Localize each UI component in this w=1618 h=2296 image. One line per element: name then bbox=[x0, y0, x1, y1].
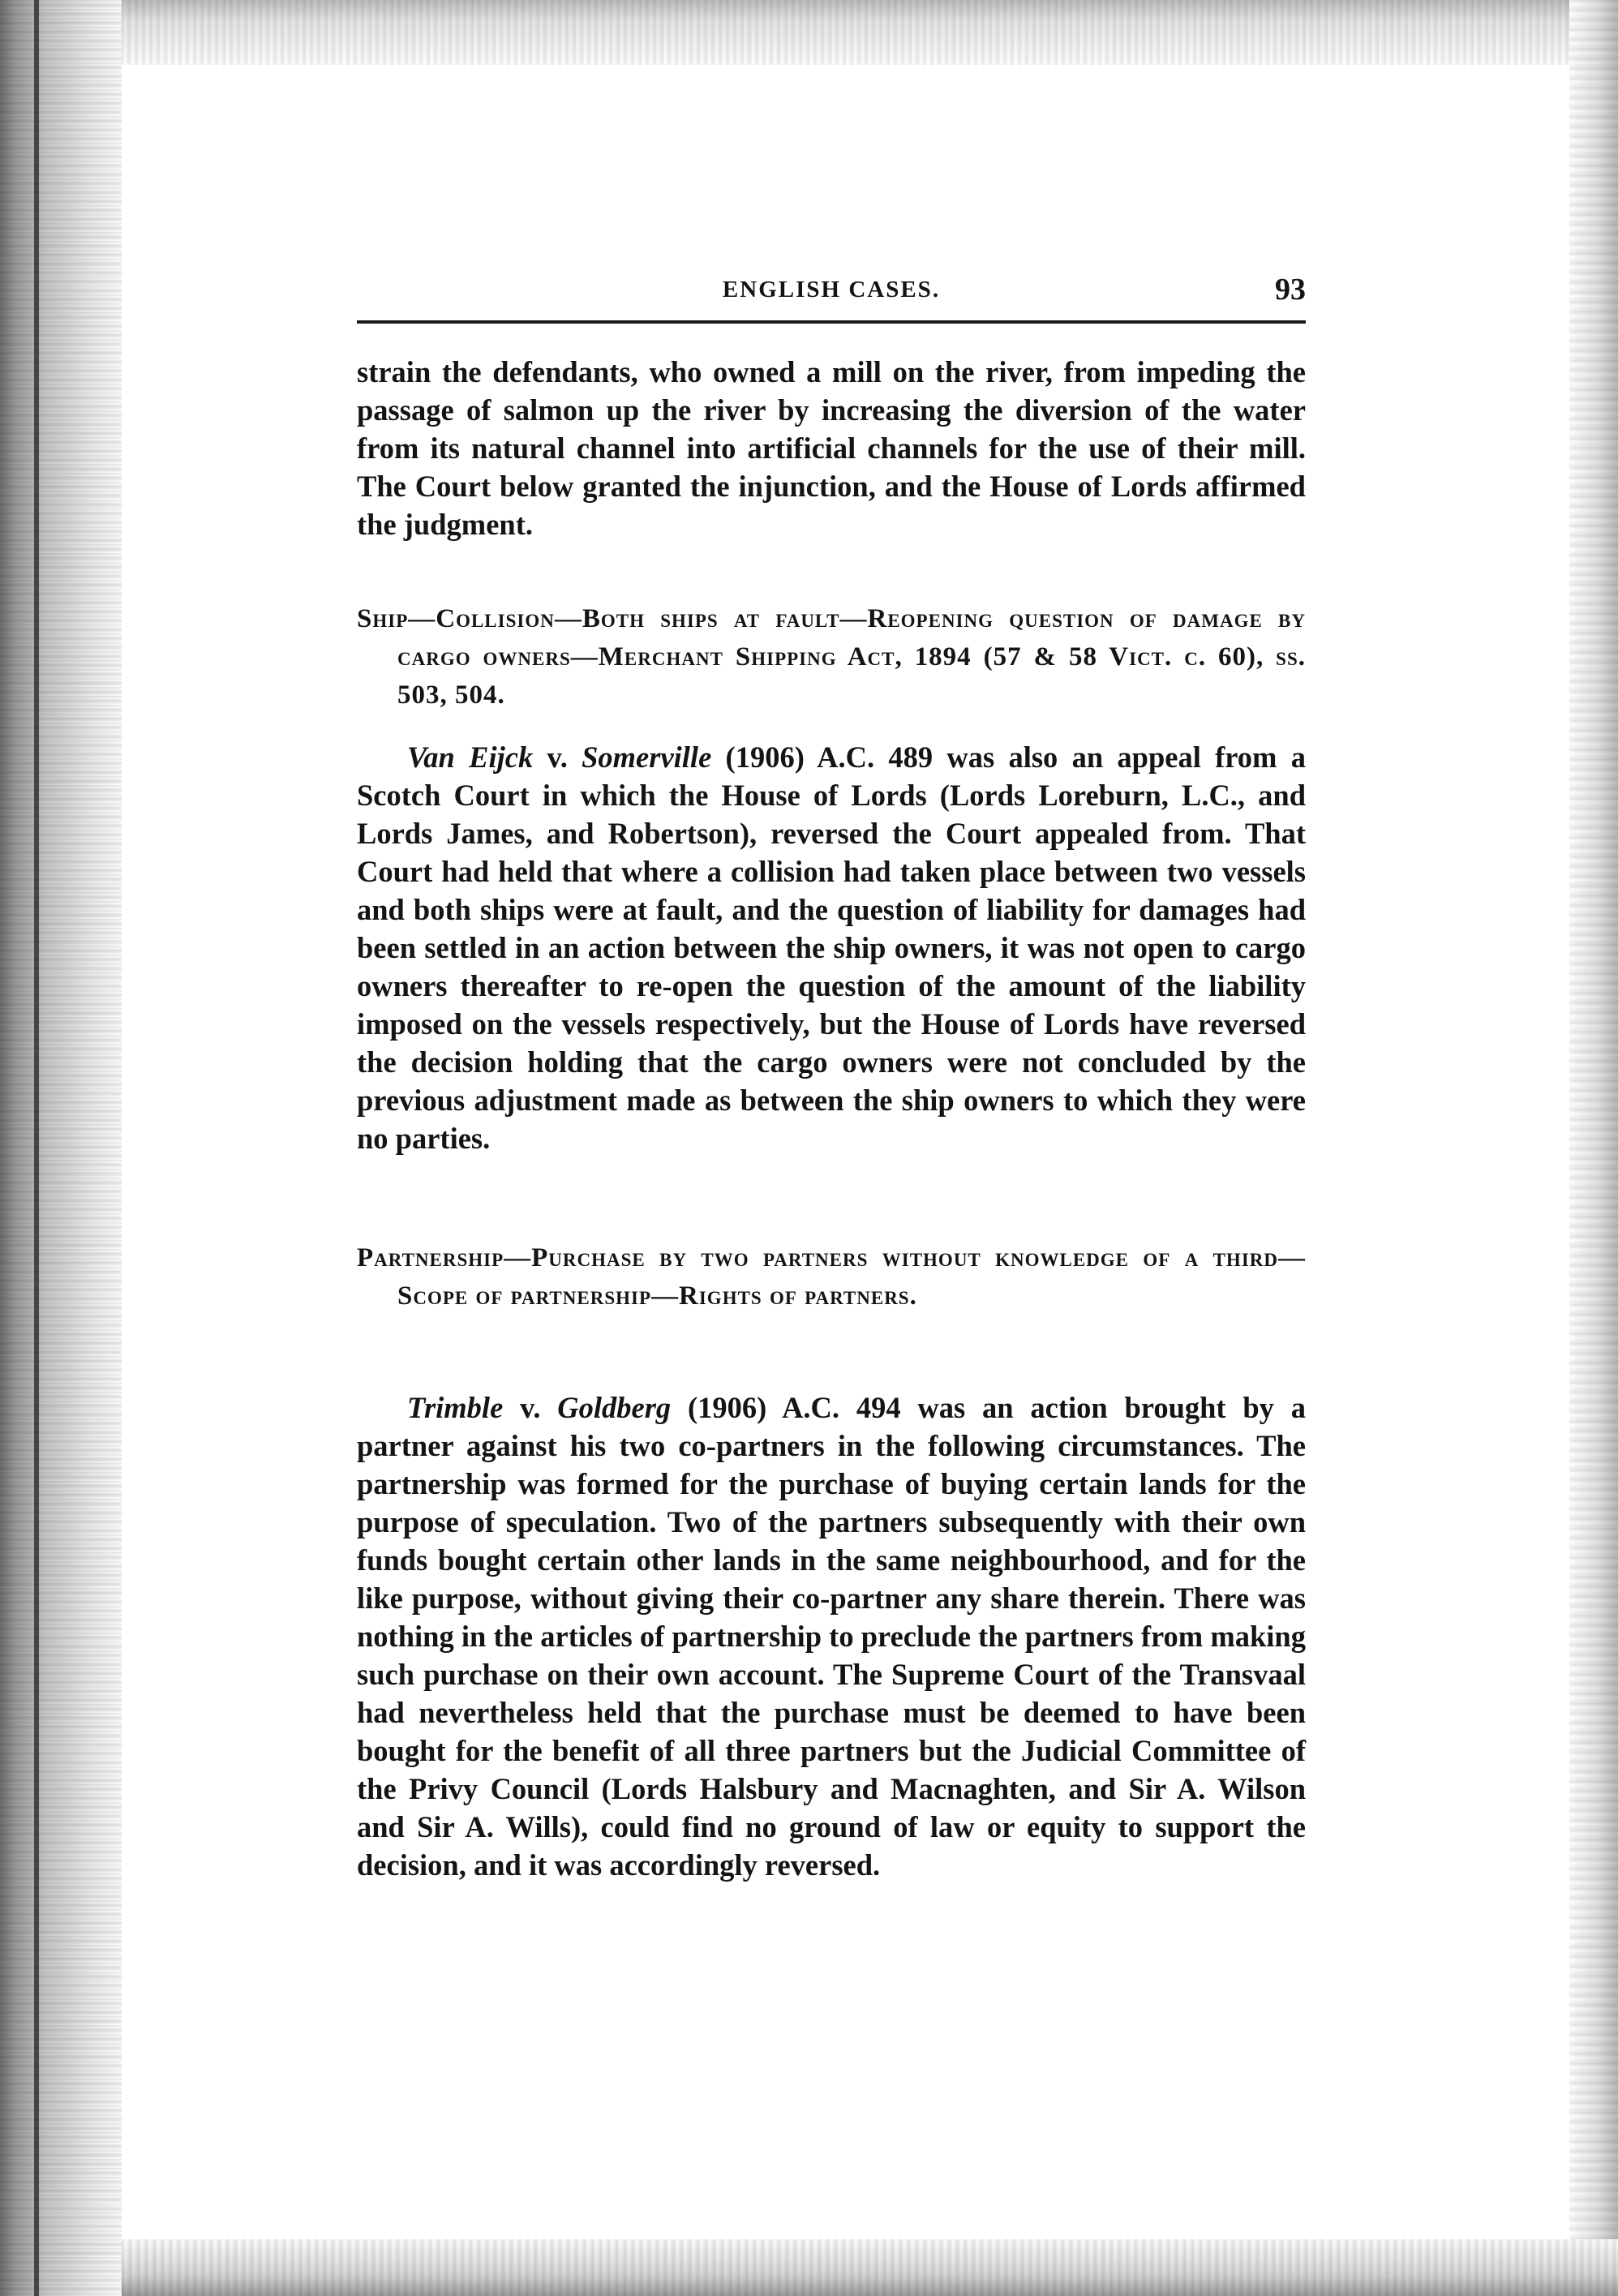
running-title: ENGLISH CASES. bbox=[722, 277, 941, 303]
section-heading: Ship—Collision—Both ships at fault—Reopening question of damage by cargo owners—Merchant Shipping Act, 1894 (57 & 58 Vict. c. 60), ss. 503, 504. bbox=[357, 604, 1306, 710]
scan-binding-shadow bbox=[34, 0, 39, 2296]
case-party-2: Somerville bbox=[582, 740, 712, 774]
case-party-1: Trimble bbox=[407, 1391, 504, 1424]
page-number: 93 bbox=[1275, 273, 1306, 307]
case-text: (1906) A.C. 494 was an action brought by a partner against his two co-partners in the following circumstances. The partnership was formed for the purchase of buying certain lands for the purpose of speculation. Two of the partners subsequently with their own funds bought certain other lands in the same neighbourhood, and for the like purpose, without giving their co-partner any share therein. There was nothing in the articles of partnership to preclude the partners from making such purchase on their own account. The Supreme Court of the Transvaal had nevertheless held that the purchase must be deemed to have been bought for the benefit of all three partners but the Judicial Committee of the Privy Council (Lords Halsbury and Macnaghten, and Sir A. Wilson and Sir A. Wills), could find no ground of law or equity to support the decision, and it was accordingly reversed. bbox=[357, 1391, 1306, 1882]
scan-border-top bbox=[122, 0, 1618, 65]
running-head bbox=[357, 272, 1306, 320]
continuation-paragraph: strain the defendants, who owned a mill on the river, from impeding the passage of salmon up the river by increasing the diversion of the water from its natural channel into artificial channels for the use of their mill. The Court below granted the injunction, and the House of Lords affirmed the judgment. bbox=[357, 355, 1306, 541]
scan-border-bottom bbox=[122, 2239, 1618, 2296]
scan-border-right bbox=[1569, 0, 1618, 2296]
case-paragraph bbox=[357, 1388, 1306, 1884]
continuation-block bbox=[357, 353, 1306, 543]
case-versus: v. bbox=[533, 740, 582, 774]
scan-border-left bbox=[0, 0, 122, 2296]
case-section-partnership bbox=[357, 1239, 1306, 1315]
section-heading: Partnership—Purchase by two partners without knowledge of a third—Scope of partnership—Rights of partners. bbox=[357, 1243, 1306, 1311]
case-text: (1906) A.C. 489 was also an appeal from a Scotch Court in which the House of Lords (Lords Loreburn, L.C., and Lords James, and Robertson), reversed the Court appealed from. That Court had held that where a collision had taken place between two vessels and both ships were at fault, and the question of liability for damages had been settled in an action between the ship owners, it was not open to cargo owners thereafter to re-open the question of the amount of the liability imposed on the vessels respectively, but the House of Lords have reversed the decision holding that the cargo owners were not concluded by the previous adjustment made as between the ship owners to which they were no parties. bbox=[357, 740, 1306, 1155]
case-versus: v. bbox=[503, 1391, 558, 1424]
case-party-1: Van Eijck bbox=[407, 740, 534, 774]
case-body-van-eijck bbox=[357, 738, 1306, 1157]
case-section-ship-collision bbox=[357, 600, 1306, 715]
case-paragraph bbox=[357, 738, 1306, 1157]
header-rule bbox=[357, 320, 1306, 324]
case-body-trimble bbox=[357, 1388, 1306, 1884]
case-party-2: Goldberg bbox=[557, 1391, 672, 1424]
